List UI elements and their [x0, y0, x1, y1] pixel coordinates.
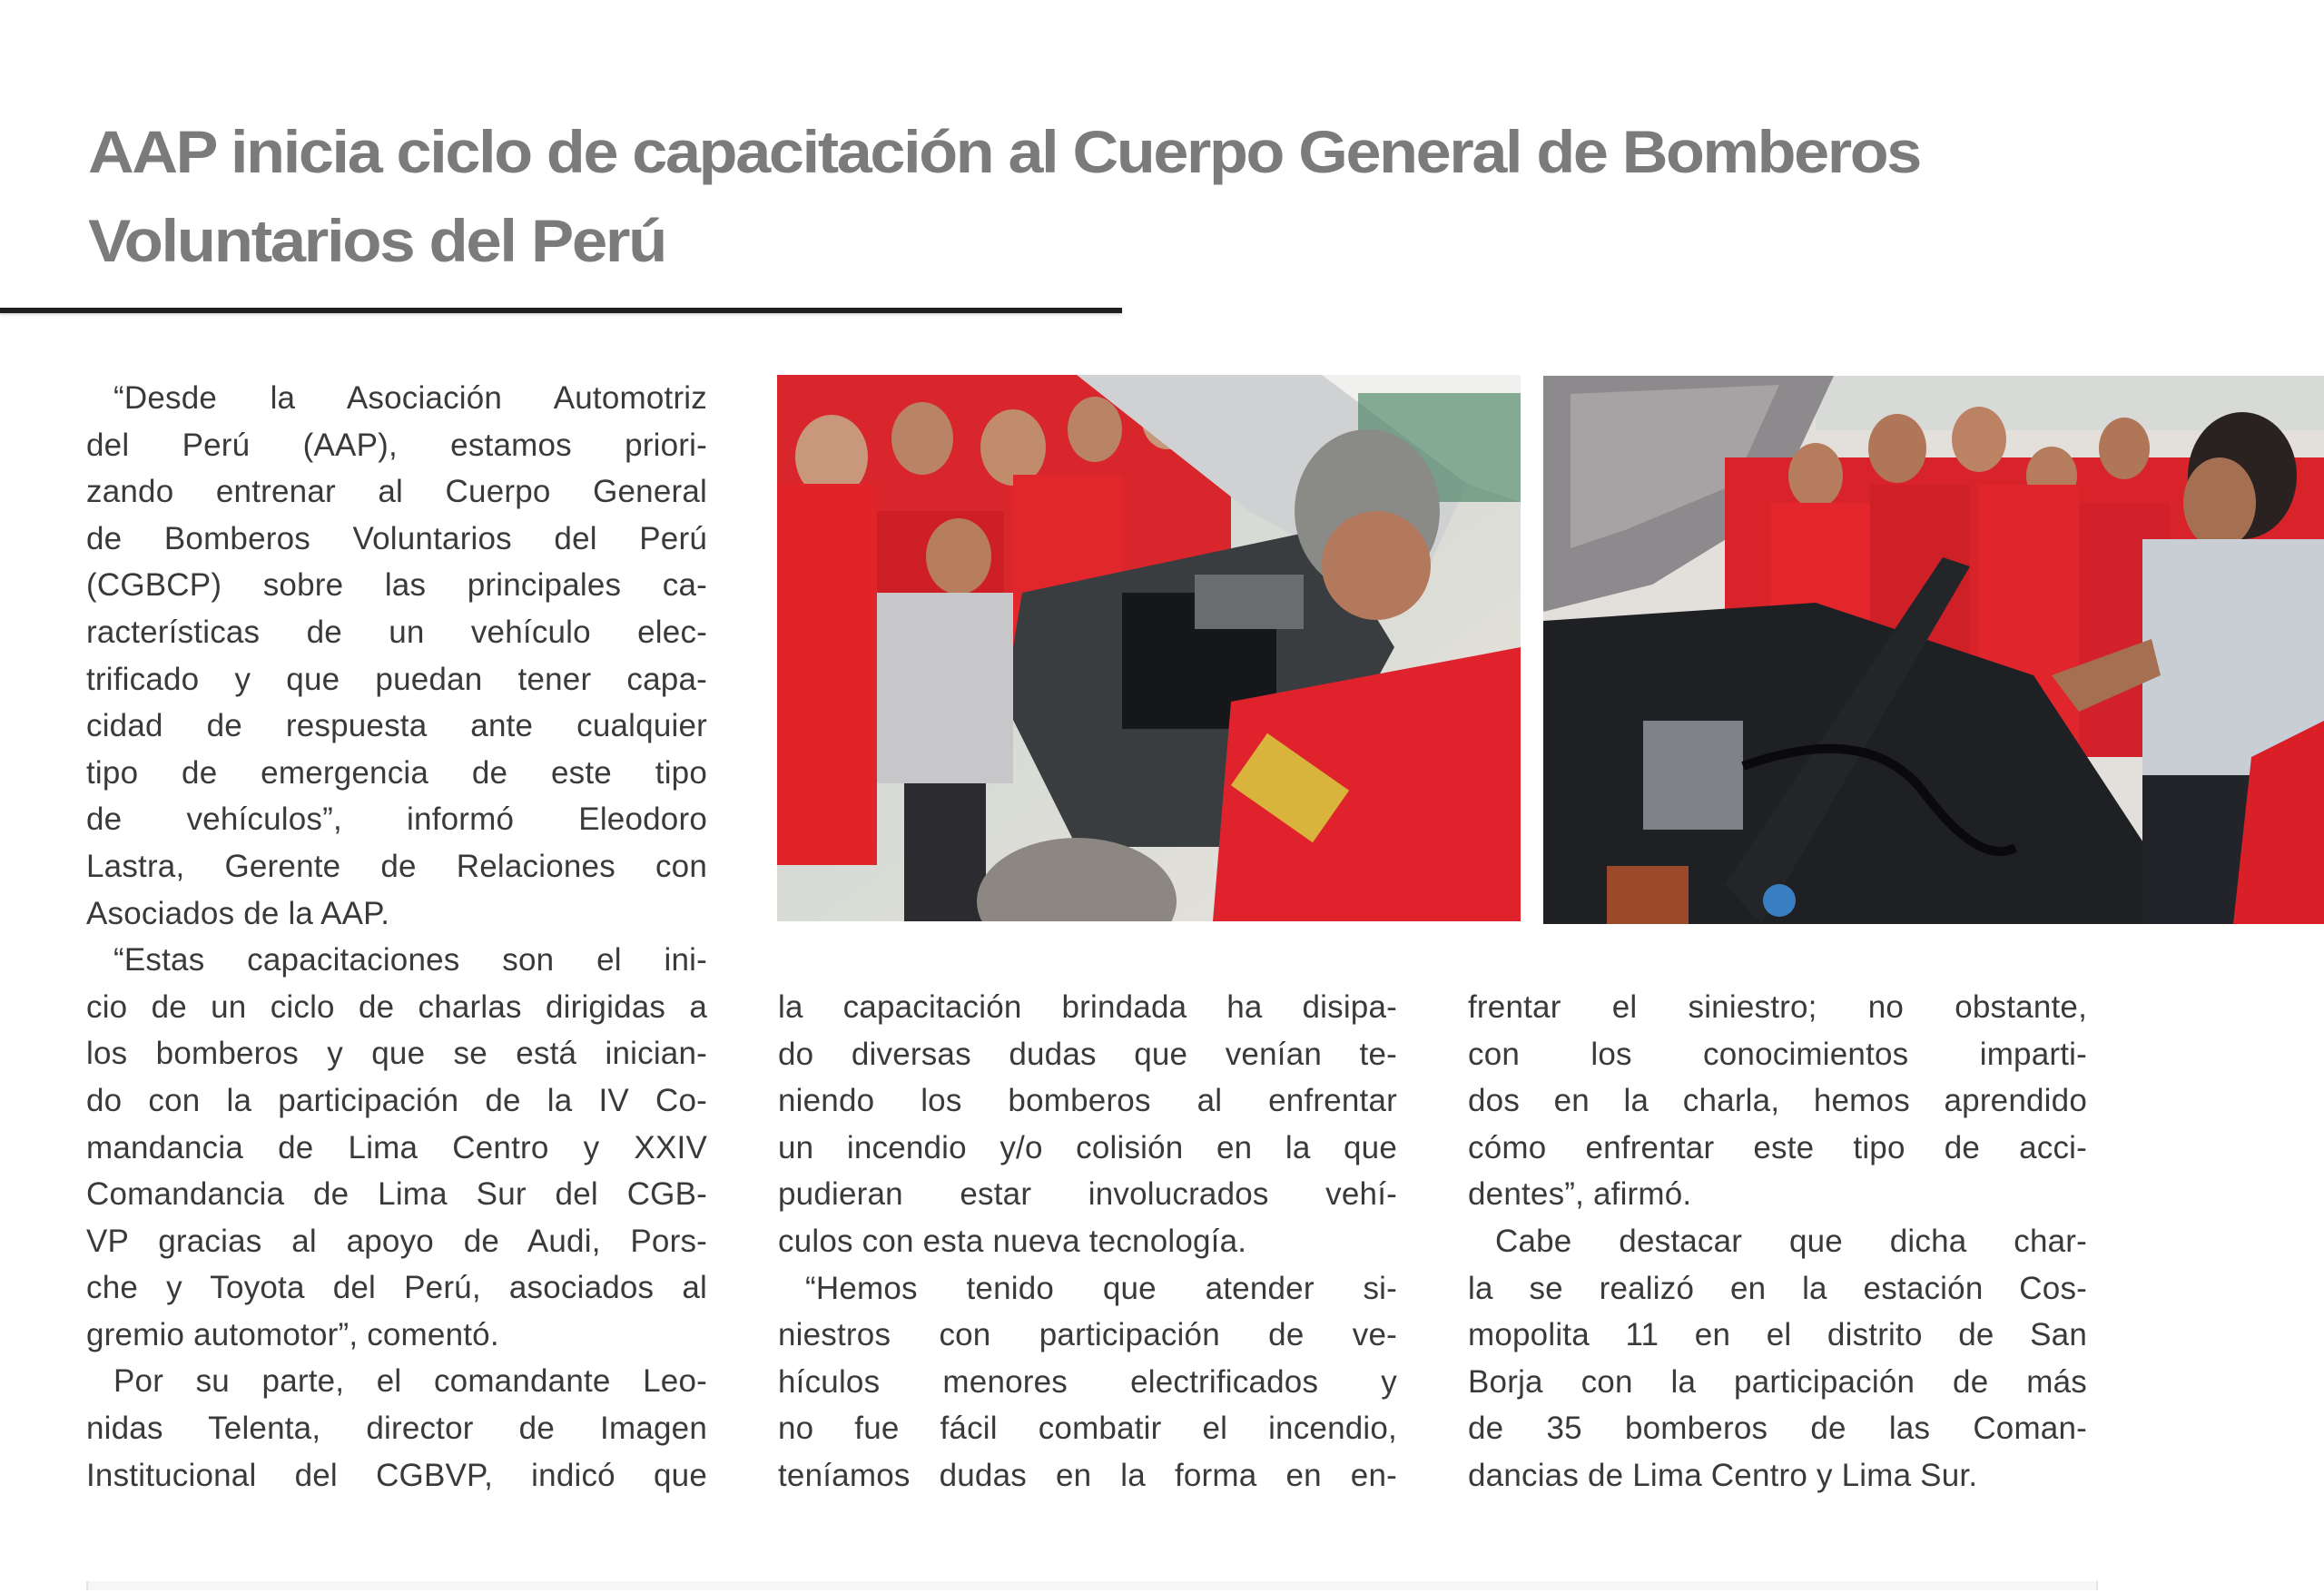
- body-text-line: VP gracias al apoyo de Audi, Pors-: [86, 1223, 707, 1259]
- body-text-line: “Desde la Asociación Automotriz: [113, 380, 707, 416]
- body-text-line: teníamos dudas en la forma en en-: [778, 1457, 1397, 1493]
- body-text-line: dentes”, afirmó.: [1468, 1176, 1692, 1213]
- body-text-line: trificado y que puedan tener capa-: [86, 661, 707, 697]
- body-text-line: frentar el siniestro; no obstante,: [1468, 989, 2087, 1025]
- headline-underline: [0, 308, 1122, 313]
- body-text-line: che y Toyota del Perú, asociados al: [86, 1270, 707, 1306]
- body-text-line: hículos menores electrificados y: [778, 1363, 1397, 1400]
- text-column-1: [86, 375, 707, 1499]
- body-text-line: mopolita 11 en el distrito de San: [1468, 1317, 2087, 1353]
- body-text-line: zando entrenar al Cuerpo General: [86, 474, 707, 510]
- body-text-line: Por su parte, el comandante Leo-: [113, 1363, 707, 1400]
- body-text-line: do con la participación de la IV Co-: [86, 1082, 707, 1118]
- body-text-line: Asociados de la AAP.: [86, 895, 390, 931]
- bottom-rule: [86, 1581, 2098, 1590]
- body-text-line: la se realizó en la estación Cos-: [1468, 1270, 2087, 1306]
- body-text-line: Borja con la participación de más: [1468, 1363, 2087, 1400]
- photo-firefighters-training-2: [1543, 376, 2324, 924]
- body-text-line: Cabe destacar que dicha char-: [1495, 1223, 2087, 1259]
- article-headline: [88, 107, 2176, 285]
- body-text-line: “Estas capacitaciones son el ini-: [113, 942, 707, 978]
- photo-image-2: [1543, 376, 2324, 924]
- body-text-line: Institucional del CGBVP, indicó que: [86, 1457, 707, 1493]
- photo-image-1: [777, 375, 1521, 921]
- body-text-line: niestros con participación de ve-: [778, 1317, 1397, 1353]
- body-text-line: dos en la charla, hemos aprendido: [1468, 1083, 2087, 1119]
- body-text-line: del Perú (AAP), estamos priori-: [86, 427, 707, 463]
- body-text-line: de vehículos”, informó Eleodoro: [86, 801, 707, 838]
- headline-line-2: Voluntarios del Perú: [88, 207, 665, 274]
- body-text-line: racterísticas de un vehículo elec-: [86, 614, 707, 650]
- body-text-line: tipo de emergencia de este tipo: [86, 754, 707, 791]
- text-column-3: [1468, 984, 2087, 1500]
- body-text-line: cómo enfrentar este tipo de acci-: [1468, 1129, 2087, 1165]
- body-text-line: los bomberos y que se está inician-: [86, 1036, 707, 1072]
- body-text-line: pudieran estar involucrados vehí-: [778, 1176, 1397, 1213]
- body-text-line: cidad de respuesta ante cualquier: [86, 708, 707, 744]
- body-text-line: “Hemos tenido que atender si-: [805, 1270, 1397, 1306]
- body-text-line: de 35 bomberos de las Coman-: [1468, 1411, 2087, 1447]
- body-text-line: la capacitación brindada ha disipa-: [778, 989, 1397, 1025]
- body-text-line: no fue fácil combatir el incendio,: [778, 1411, 1397, 1447]
- body-text-line: con los conocimientos imparti-: [1468, 1036, 2087, 1072]
- body-text-line: nidas Telenta, director de Imagen: [86, 1411, 707, 1447]
- body-text-line: Lastra, Gerente de Relaciones con: [86, 848, 707, 884]
- body-text-line: niendo los bomberos al enfrentar: [778, 1083, 1397, 1119]
- body-text-line: un incendio y/o colisión en la que: [778, 1129, 1397, 1165]
- body-text-line: do diversas dudas que venían te-: [778, 1036, 1397, 1072]
- headline-line-1: AAP inicia ciclo de capacitación al Cuerpo General de Bomberos: [88, 118, 1920, 185]
- body-text-line: (CGBCP) sobre las principales ca-: [86, 567, 707, 604]
- body-text-line: gremio automotor”, comentó.: [86, 1316, 499, 1352]
- body-text-line: de Bomberos Voluntarios del Perú: [86, 520, 707, 556]
- body-text-line: cio de un ciclo de charlas dirigidas a: [86, 988, 707, 1025]
- body-text-line: mandancia de Lima Centro y XXIV: [86, 1129, 707, 1165]
- body-text-line: culos con esta nueva tecnología.: [778, 1223, 1247, 1259]
- photo-firefighters-training-1: [777, 375, 1521, 921]
- body-text-line: dancias de Lima Centro y Lima Sur.: [1468, 1457, 1978, 1493]
- body-text-line: Comandancia de Lima Sur del CGB-: [86, 1176, 707, 1213]
- text-column-2: [778, 984, 1397, 1500]
